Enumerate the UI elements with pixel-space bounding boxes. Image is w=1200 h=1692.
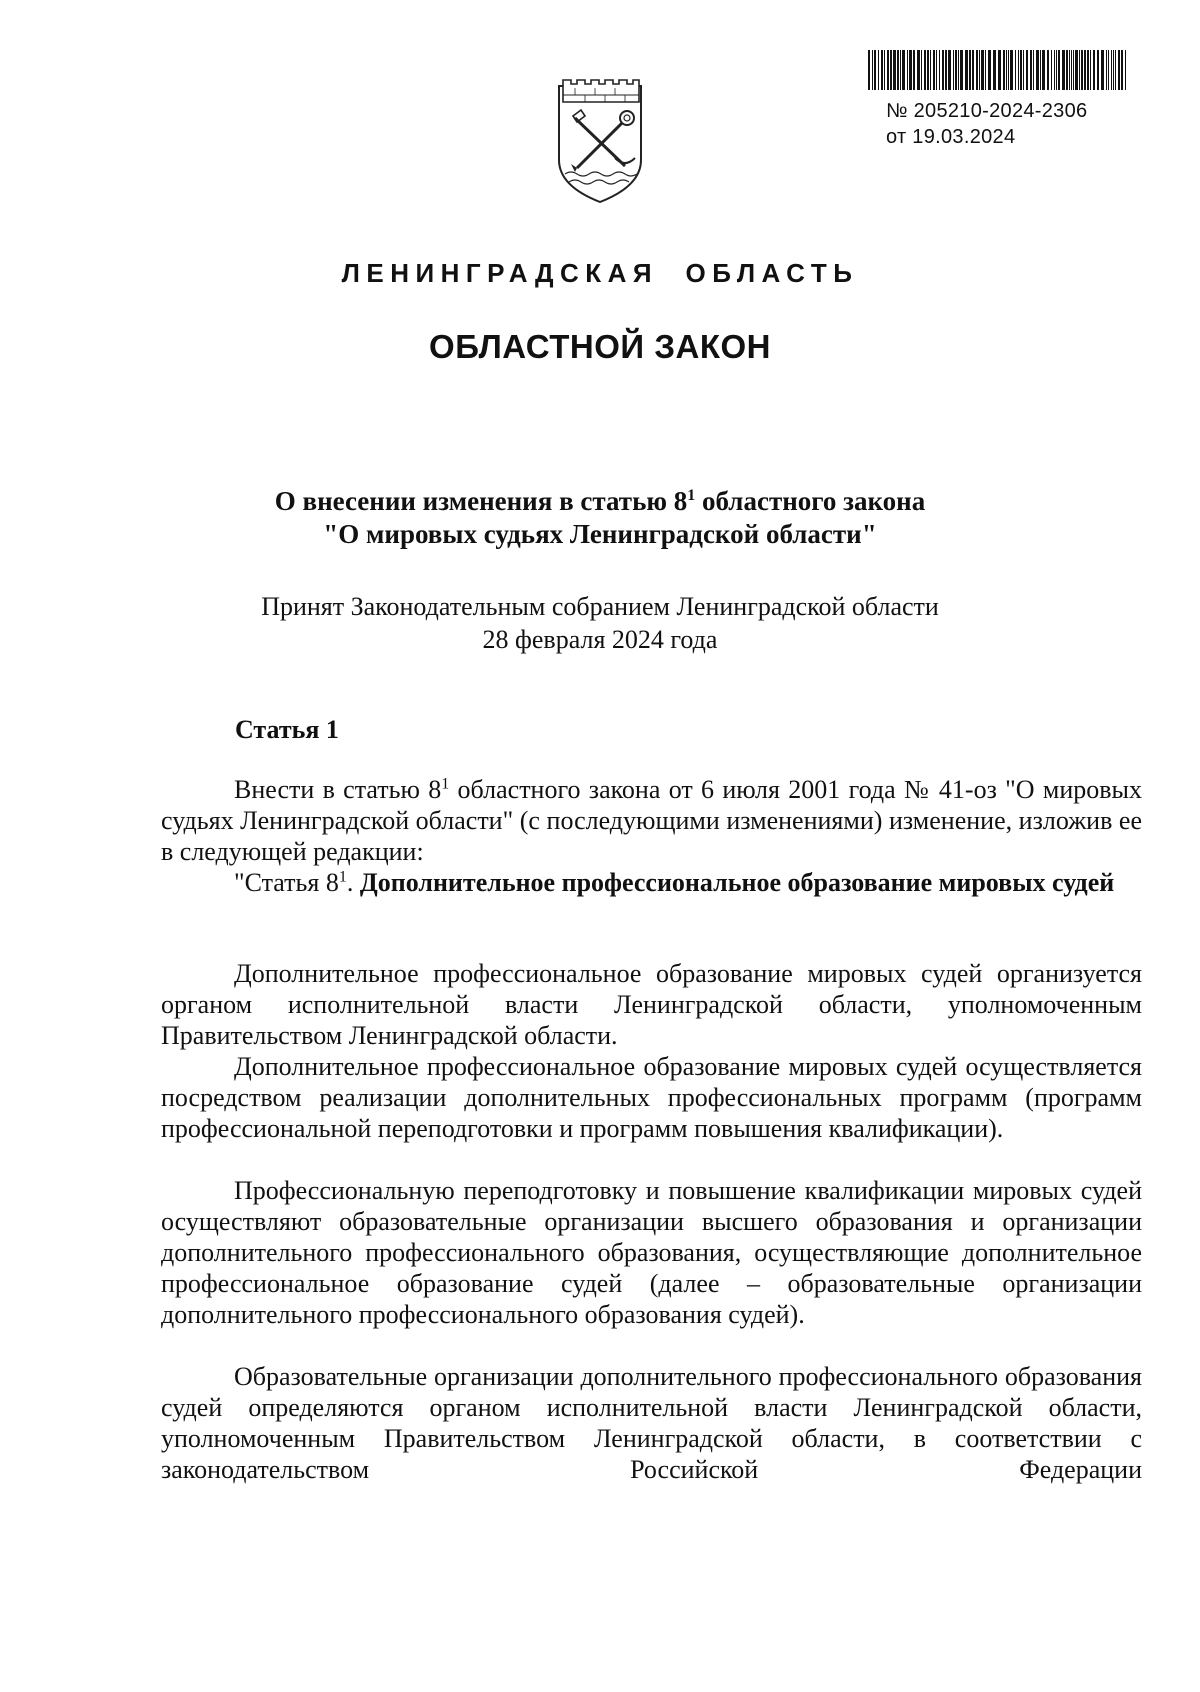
registration-date: от 19.03.2024 <box>886 126 1016 148</box>
adoption-body: Принят Законодательным собранием Ленинградской области <box>261 592 939 621</box>
law-title-line1-start: О внесении изменения в статью 8 <box>274 486 688 516</box>
paragraph-text: Дополнительное профессиональное образование мировых судей организуется органом исполнительной власти Ленинградской области, уполномоченным Правительством Ленинградской области. <box>161 959 1142 1050</box>
quoted-article-number: "Статья 8 <box>234 868 339 897</box>
article-intro <box>161 774 1142 867</box>
registration-number: № 205210-2024-2306 <box>886 100 1088 122</box>
quoted-article-heading <box>161 867 1142 898</box>
quoted-article-superscript: 1 <box>338 868 347 886</box>
paragraph-4 <box>161 1361 1142 1485</box>
registration-block <box>886 98 1087 150</box>
law-title-line1-end: областного закона <box>695 486 926 516</box>
paragraph-text: Образовательные организации дополнительного профессионального образования судей определяются органом исполнительной власти Ленинградской области, уполномоченным Правительством Ленинградской области, в соответствии с законодательством Российской Федерации <box>161 1362 1142 1484</box>
paragraph-3 <box>161 1175 1142 1330</box>
intro-end: областного закона от 6 июля 2001 года № 41-оз "О мировых судьях Ленинградской области" (с последующими изменениями) изменение, изложив ее в следующей редакции: <box>161 775 1142 866</box>
leningrad-oblast-coat-of-arms-icon <box>555 76 645 204</box>
article-heading: Статья 1 <box>235 715 339 744</box>
quoted-article-title: Дополнительное профессиональное образование мировых судей <box>359 868 1115 897</box>
barcode-icon <box>868 50 1126 90</box>
law-title <box>0 485 1200 551</box>
paragraph-2 <box>161 1051 1142 1144</box>
paragraph-text: Профессиональную переподготовку и повышение квалификации мировых судей осуществляют образовательные организации высшего образования и организации дополнительного профессионального образования, осуществляющие дополнительное профессиональное образование судей (далее – образовательные организации дополнительного профессионального образования судей). <box>161 1176 1142 1329</box>
document-type: ОБЛАСТНОЙ ЗАКОН <box>429 328 771 365</box>
law-title-line2: "О мировых судьях Ленинградской области" <box>323 519 877 549</box>
paragraph-text: Дополнительное профессиональное образование мировых судей осуществляется посредством реализации дополнительных профессиональных программ (программ профессиональной переподготовки и программ повышения квалификации). <box>161 1052 1142 1143</box>
adoption-note <box>0 590 1200 656</box>
quoted-article-dot: . <box>346 868 360 897</box>
intro-superscript: 1 <box>441 775 450 793</box>
intro-start: Внести в статью 8 <box>234 775 442 804</box>
paragraph-1 <box>161 958 1142 1051</box>
region-name: ЛЕНИНГРАДСКАЯ ОБЛАСТЬ <box>341 258 859 288</box>
adoption-date: 28 февраля 2024 года <box>482 625 718 654</box>
law-title-superscript: 1 <box>687 487 696 504</box>
